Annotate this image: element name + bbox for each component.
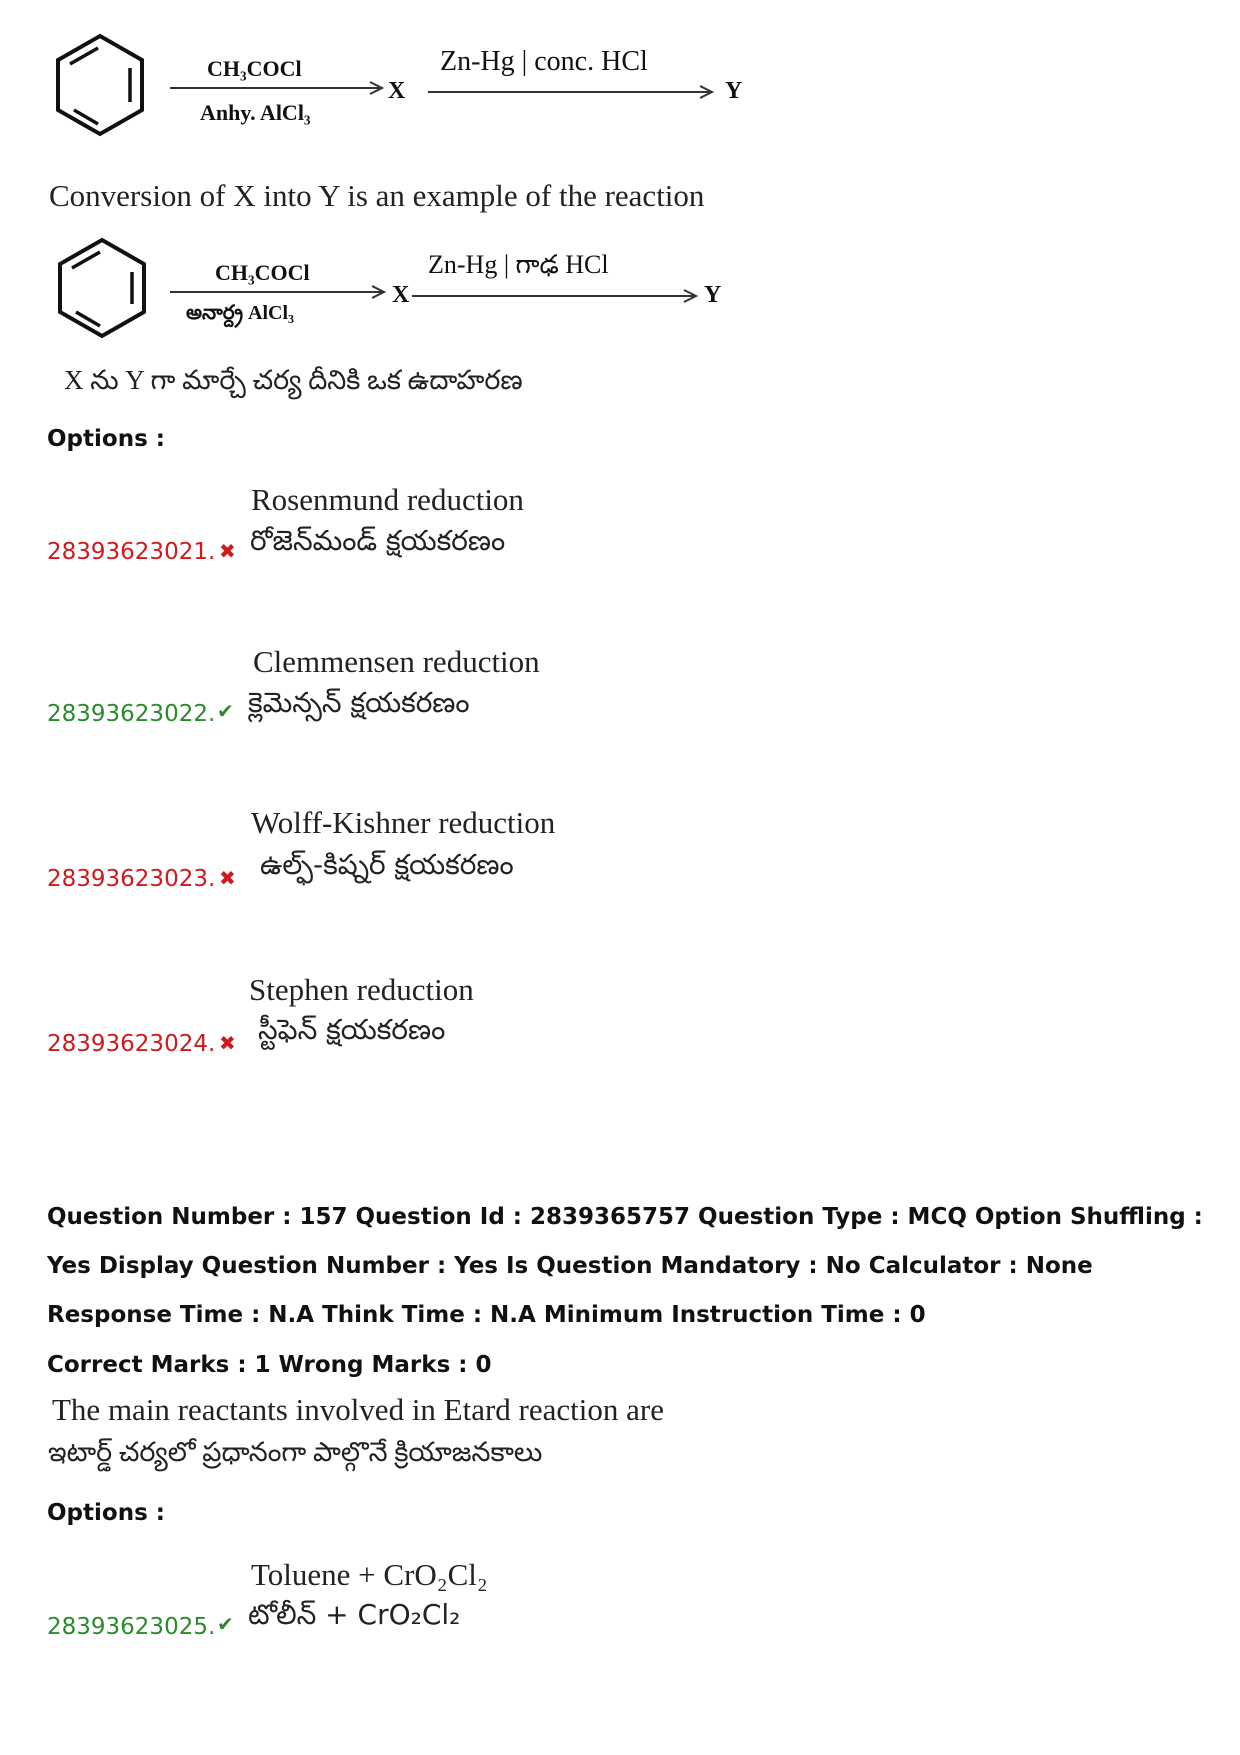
option-text-te: ఉల్ఫ్-కిష్నర్ క్షయకరణం: [260, 848, 514, 881]
marks-info: Correct Marks : 1 Wrong Marks : 0: [47, 1352, 492, 1378]
reaction-arrow-icon: [428, 84, 718, 100]
reagent-acetyl-chloride: CH₃COCl: [207, 56, 302, 81]
product-y: Y: [725, 78, 743, 104]
reagent-zn-hg-hcl: Zn-Hg | conc. HCl: [440, 46, 648, 77]
question-text-te: X ను Y గా మార్చే చర్య దీనికి ఒక ఉదాహరణ: [64, 365, 523, 395]
question-text-en: Conversion of X into Y is an example of the reaction: [49, 178, 705, 213]
option-text-en: Rosenmund reduction: [251, 482, 524, 517]
question-meta: Question Number : 157 Question Id : 2839365757 Question Type : MCQ Option Shuffling : Yes Display Question Number : Yes Is Question Mandatory : No Calculator : None Response Time : N.A Think Time : N.A Minimum Instruction Time : 0: [47, 1204, 1203, 1328]
option-text-te: క్లెమెన్సన్ క్షయకరణం: [248, 686, 470, 719]
option-3[interactable]: [0, 800, 700, 900]
reagent-acetyl-chloride: CH₃COCl: [215, 260, 310, 285]
options-label: Options :: [47, 1500, 165, 1526]
option-5[interactable]: [0, 1550, 700, 1650]
option-text-te: స్టీఫెన్ క్షయకరణం: [258, 1013, 446, 1046]
reagent-anhydrous-alcl3: Anhy. AlCl₃: [200, 100, 311, 125]
reaction-arrow-icon: [412, 288, 702, 304]
reagent-zn-hg-hcl: Zn-Hg | గాఢ HCl: [428, 250, 609, 279]
option-2[interactable]: [0, 637, 700, 737]
benzene-ring-icon: [52, 234, 152, 342]
option-id: 28393623021.: [47, 539, 216, 565]
wrong-mark-icon: ✖: [219, 1031, 236, 1055]
reaction-scheme-te: [0, 230, 800, 350]
reagent-anhydrous-alcl3: అనార్ద్ర AlCl₃: [186, 302, 295, 324]
option-id: 28393623024.: [47, 1031, 216, 1057]
option-text-te: టోలీన్ + CrO₂Cl₂: [248, 1598, 461, 1631]
option-text-en: Clemmensen reduction: [253, 644, 540, 679]
option-id: 28393623023.: [47, 866, 216, 892]
intermediate-x: X: [388, 78, 406, 104]
option-text-en: Stephen reduction: [249, 972, 474, 1007]
reaction-arrow-icon: [170, 284, 392, 300]
options-label: Options :: [47, 426, 165, 452]
reaction-scheme-en: [0, 0, 800, 160]
reaction-arrow-icon: [170, 80, 390, 96]
option-text-en: Wolff-Kishner reduction: [251, 805, 556, 840]
wrong-mark-icon: ✖: [219, 866, 236, 890]
benzene-ring-icon: [50, 30, 150, 142]
option-text-en: Toluene + CrO₂Cl₂: [251, 1557, 488, 1592]
option-1[interactable]: [0, 475, 700, 575]
option-text-te: రోజెన్‌మండ్ క్షయకరణం: [250, 524, 506, 557]
option-4[interactable]: [0, 965, 700, 1065]
product-y: Y: [704, 282, 722, 308]
intermediate-x: X: [392, 282, 410, 308]
question-text-te: ఇటార్డ్ చర్యలో ప్రధానంగా పాల్గొనే క్రియాజనకాలు: [48, 1437, 543, 1467]
question-text-en: The main reactants involved in Etard reaction are: [52, 1392, 664, 1427]
option-id: 28393623022.: [47, 701, 216, 727]
correct-check-icon: ✔: [217, 699, 234, 723]
wrong-mark-icon: ✖: [219, 539, 236, 563]
correct-check-icon: ✔: [217, 1612, 234, 1636]
option-id: 28393623025.: [47, 1614, 216, 1640]
